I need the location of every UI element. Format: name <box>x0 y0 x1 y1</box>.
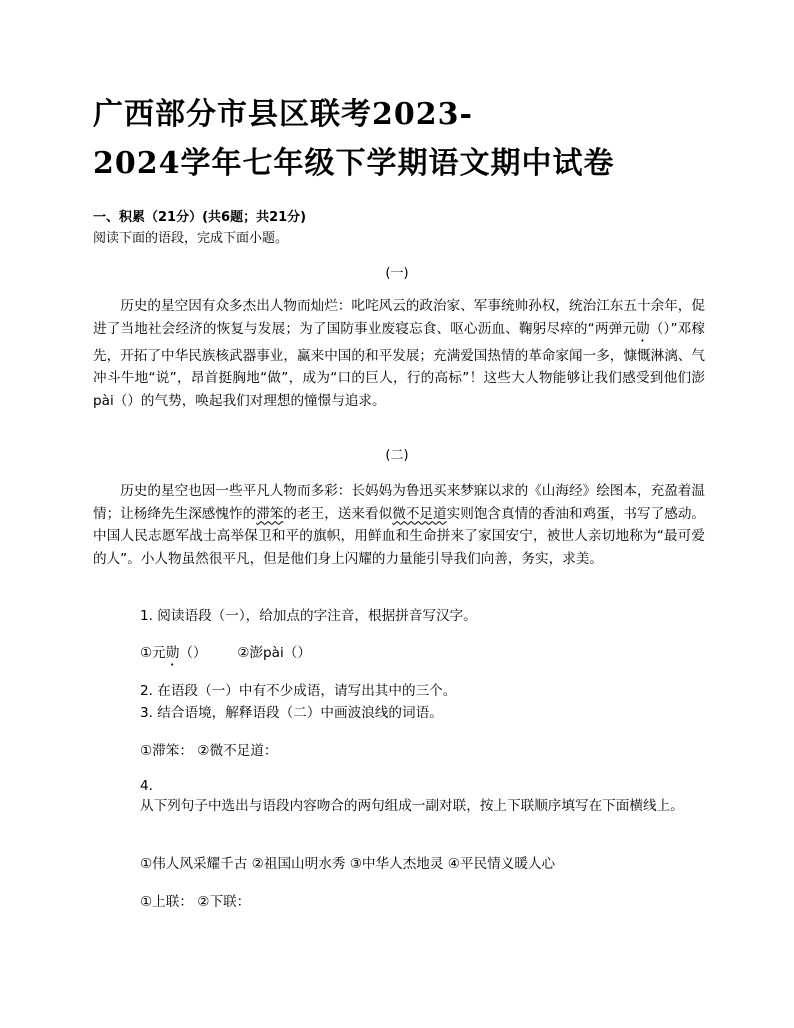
wavy-word-zhiben: 滞笨 <box>256 505 284 522</box>
question-3: 3. 结合语境，解释语段（二）中画波浪线的词语。 <box>140 705 443 721</box>
passage-1 <box>93 295 705 413</box>
question-1-answers <box>140 642 708 669</box>
q3-answer-2: ②微不足道： <box>197 743 278 759</box>
q1-answer-2: ②澎pài（） <box>237 645 311 661</box>
passage-2-text-b: 的老王，送来看似 <box>283 505 393 522</box>
page-title <box>93 90 615 188</box>
question-1: 1. 阅读语段（一），给加点的字注音，根据拼音写汉字。 <box>140 608 477 624</box>
passage-2-text-c: 实则饱含真情的香油和鸡蛋，书写了感动。中国人民志愿军战士高举保卫和平的旗帜，用鲜血和生命拼来了家国安宁，被世人亲切地称为“最可爱的人”。小人物虽然很平凡，但是他们身上闪耀的力量能引导我们向善，务实，求美。 <box>93 505 706 568</box>
q1-answer-1-pre: ①元 <box>140 645 166 661</box>
q1-dotted-char: 勋 <box>165 645 180 661</box>
q4-answer-2: ②下联： <box>197 894 251 910</box>
q1-answer-1-post: （） <box>179 645 207 661</box>
passage-2-text-a: 历史的星空也因一些平凡人物而多彩：长妈妈为鲁迅买来梦寐以求的《山海经》绘图本，充盈着温情；让杨绛先生深感愧怍的 <box>93 483 705 522</box>
dotted-char-xun: 勋 <box>636 320 650 337</box>
title-line-2: 2024学年七年级下学期语文期中试卷 <box>93 146 615 181</box>
reading-instruction: 阅读下面的语段，完成下面小题。 <box>93 231 289 246</box>
section-heading: 一、积累（21分）(共6题；共21分) <box>93 210 307 225</box>
question-3-answers <box>140 740 708 762</box>
passage-2 <box>93 480 705 571</box>
question-4-answers <box>140 891 708 913</box>
passage-1-text-b: （）”邓稼先，开拓了中华民族核武器事业，赢来中国的和平发展；充满爱国热情的革命家闻一多，慷慨淋漓、气冲斗牛地“说”，昂首挺胸地“做”，成为“口的巨人，行的高标”！这些大人物能够让我们感受到他们澎pài（）的气势，唤起我们对理想的憧憬与追求。 <box>93 320 705 410</box>
question-2: 2. 在语段（一）中有不少成语，请写出其中的三个。 <box>140 683 457 699</box>
q1-answer-1 <box>140 645 207 661</box>
q3-answer-1: ①滞笨： <box>140 743 193 759</box>
passage-1-label: (一) <box>385 266 409 281</box>
question-4: 从下列句子中选出与语段内容吻合的两句组成一副对联，按上下联顺序填写在下面横线上。 <box>140 798 684 814</box>
title-line-1: 广西部分市县区联考2023- <box>93 97 473 132</box>
question-4-options: ①伟人风采耀千古 ②祖国山明水秀 ③中华人杰地灵 ④平民情义暖人心 <box>140 856 556 872</box>
q4-answer-1: ①上联： <box>140 894 193 910</box>
passage-1-text-a: 历史的星空因有众多杰出人物而灿烂：叱咤风云的政治家、军事统帅孙权，统治江东五十余年，促进了当地社会经济的恢复与发展；为了国防事业废寝忘食、呕心沥血、鞠躬尽瘁的“两弹元 <box>93 298 705 337</box>
question-4-number: 4. <box>140 778 153 794</box>
wavy-word-weibuzudao: 微不足道 <box>392 505 447 522</box>
passage-2-label: (二) <box>385 448 409 463</box>
